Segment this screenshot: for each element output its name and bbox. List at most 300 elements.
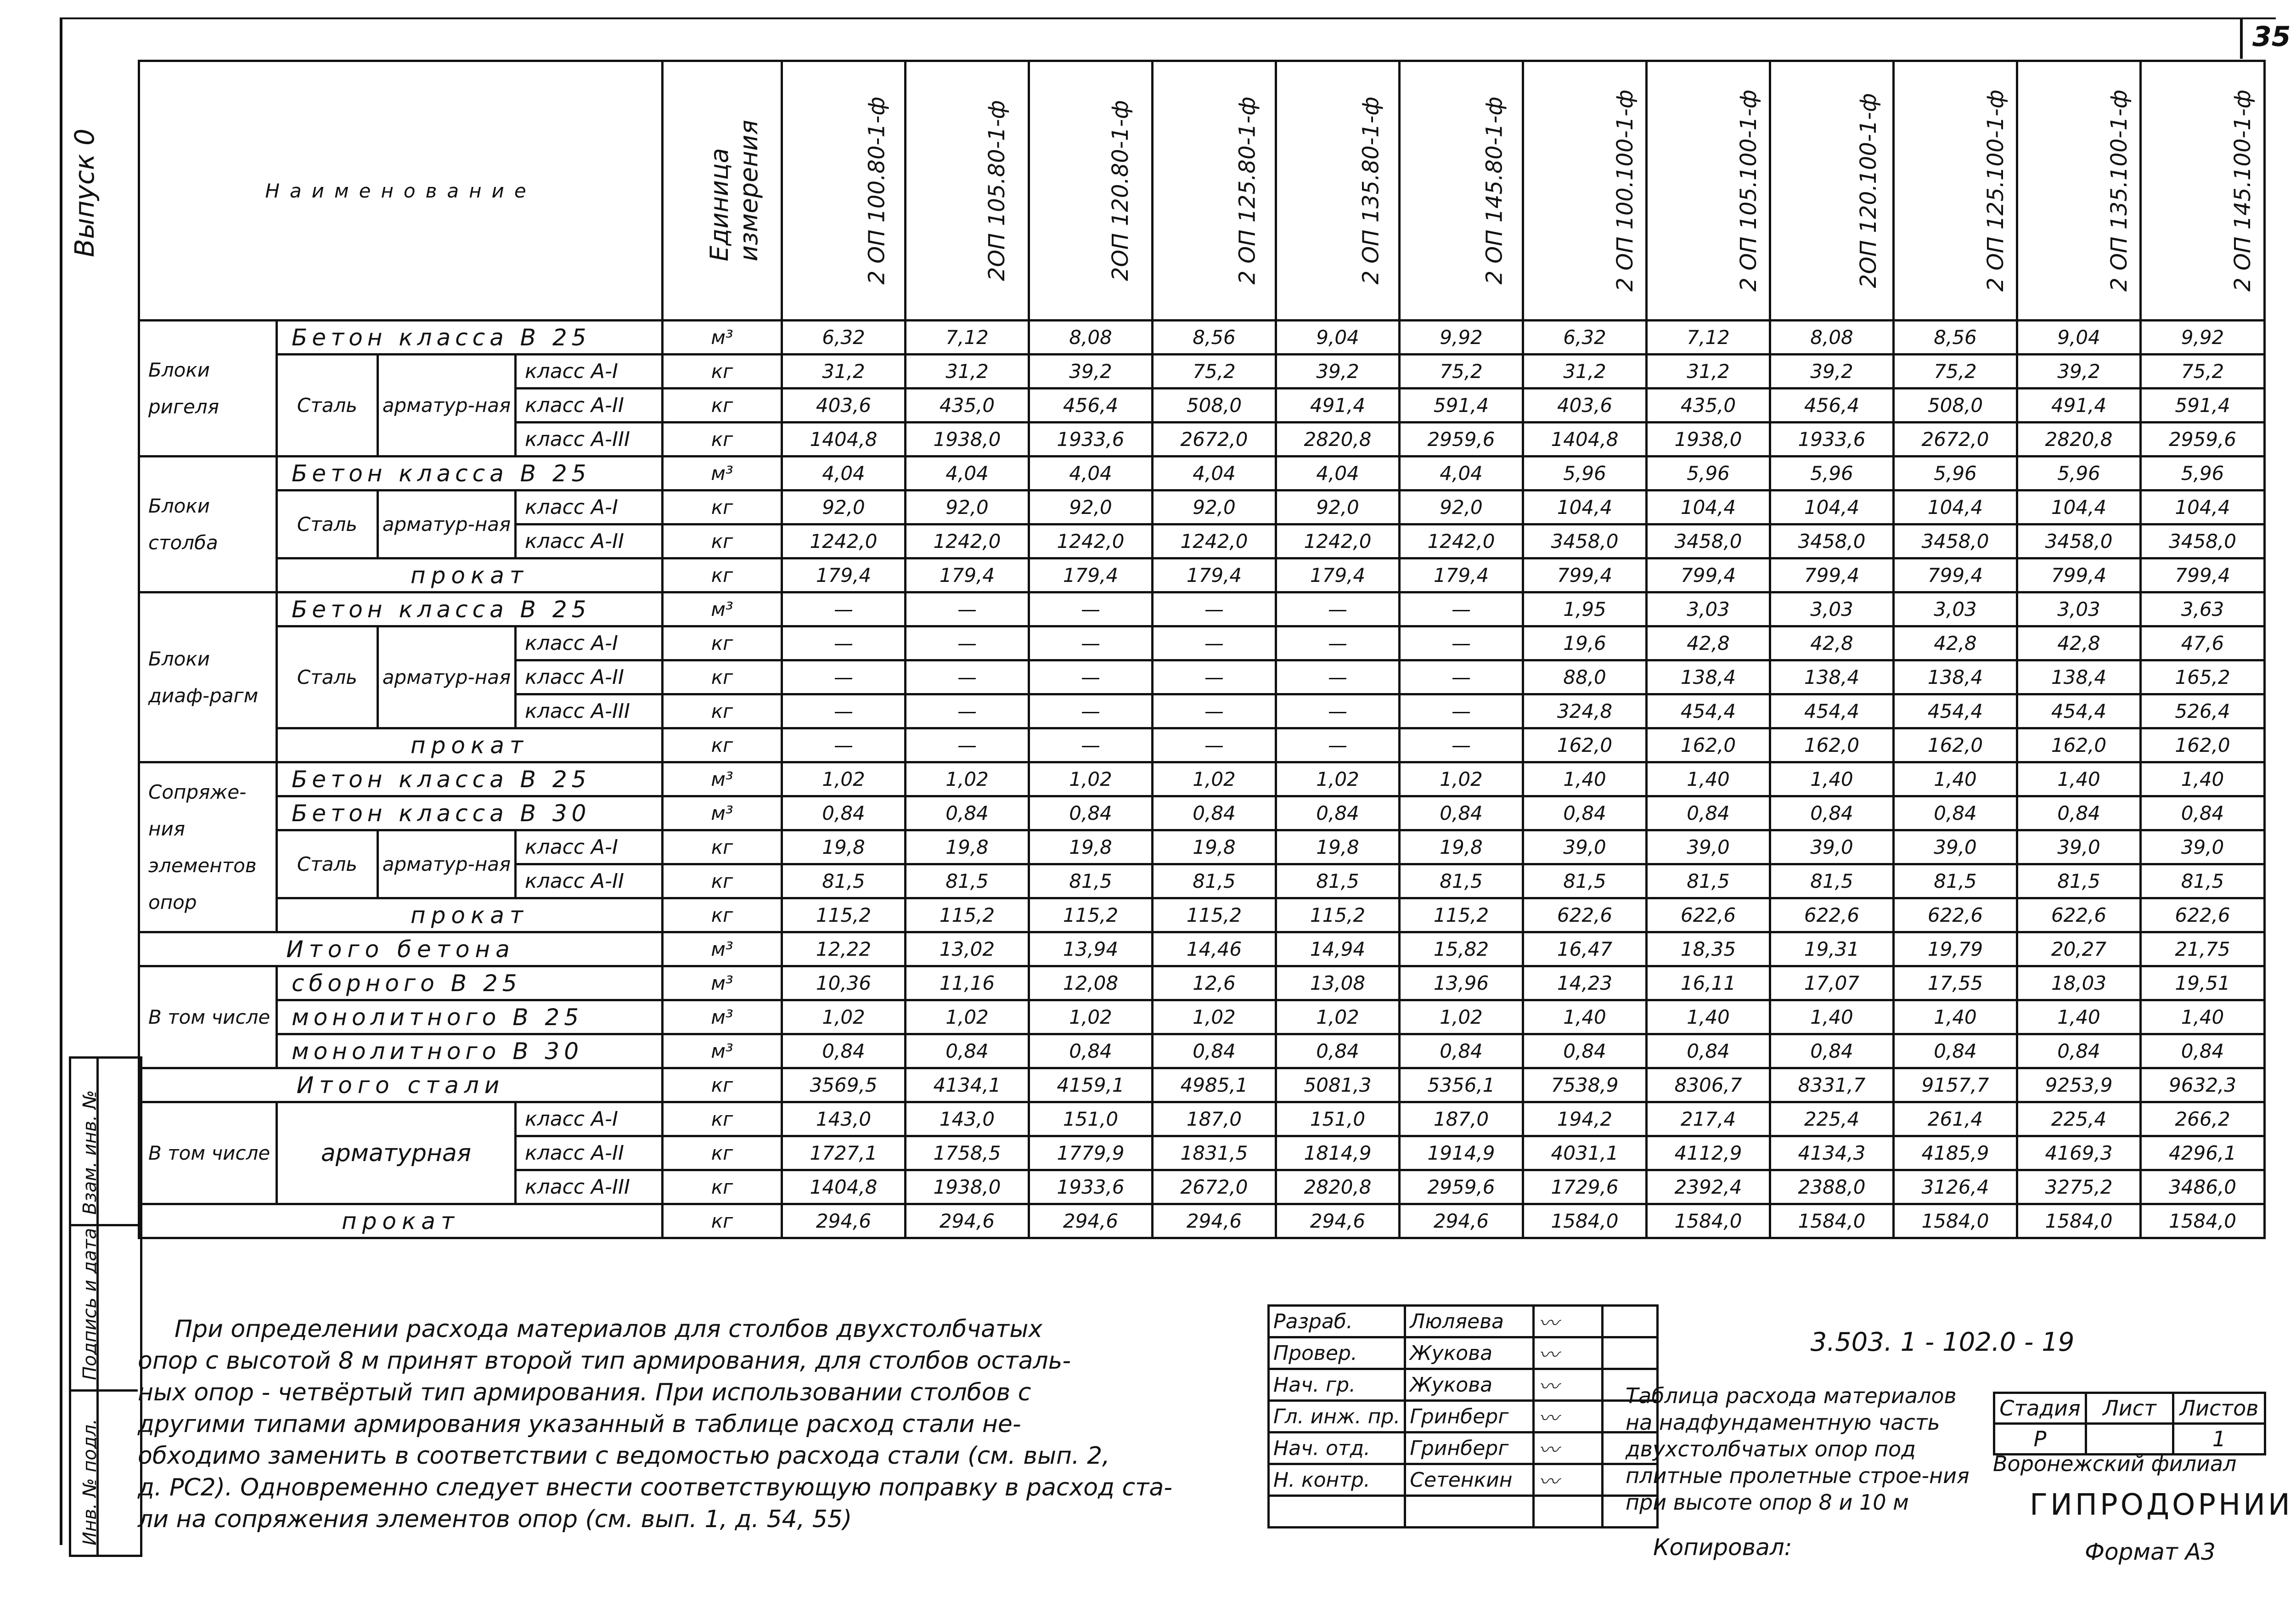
value-cell: 0,84	[1276, 796, 1400, 830]
value-cell: —	[1153, 626, 1276, 660]
unit-cell: кг	[663, 423, 782, 457]
value-cell: 294,6	[782, 1204, 906, 1238]
steel-label: Сталь	[277, 355, 378, 457]
sidebar-inv-label: Инв. № подл.	[79, 1419, 101, 1545]
value-cell: 0,84	[2141, 796, 2265, 830]
value-cell: 1,40	[1770, 1000, 1894, 1034]
value-cell: 0,84	[1400, 796, 1523, 830]
value-cell: 179,4	[1276, 558, 1400, 592]
value-cell: 0,84	[1029, 796, 1153, 830]
org-branch: Воронежский филиал	[1993, 1451, 2237, 1476]
value-cell: 31,2	[1647, 355, 1770, 389]
value-cell: 5,96	[2141, 457, 2265, 491]
value-cell: 9,92	[2141, 321, 2265, 355]
value-cell: 2959,6	[1400, 1170, 1523, 1204]
row-label: монолитного В 30	[277, 1034, 663, 1068]
value-cell: 7,12	[1647, 321, 1770, 355]
stamp-name: Жукова	[1405, 1369, 1534, 1401]
arm-label: арматур-ная	[378, 626, 516, 728]
unit-cell: кг	[663, 1204, 782, 1238]
value-cell: 508,0	[1894, 389, 2017, 423]
note-line: При определении расхода материалов для столбов двухстолбчатых	[174, 1315, 1043, 1343]
row-label: Итого бетона	[139, 932, 663, 966]
class-label: класс А-III	[516, 1170, 663, 1204]
unit-cell: кг	[663, 830, 782, 864]
value-cell: 39,2	[1770, 355, 1894, 389]
value-cell: 1,02	[1153, 1000, 1276, 1034]
value-cell: 0,84	[1647, 796, 1770, 830]
value-cell: 1,40	[2141, 762, 2265, 796]
value-cell: 3486,0	[2141, 1170, 2265, 1204]
value-cell: 1584,0	[2141, 1204, 2265, 1238]
value-cell: 3,03	[1647, 592, 1770, 626]
value-cell: 2392,4	[1647, 1170, 1770, 1204]
header-unit: Единица измерения	[663, 61, 782, 321]
value-cell: 165,2	[2141, 660, 2265, 694]
signature: 〰	[1534, 1306, 1603, 1337]
value-cell: 1727,1	[782, 1136, 906, 1170]
unit-cell: м³	[663, 1034, 782, 1068]
unit-cell: м³	[663, 1000, 782, 1034]
stamp-role: Разраб.	[1269, 1306, 1405, 1337]
value-cell: 1,02	[906, 1000, 1029, 1034]
page-number-divider	[2240, 17, 2243, 59]
value-cell: —	[1400, 694, 1523, 728]
value-cell: 104,4	[1647, 491, 1770, 525]
value-cell: 16,47	[1523, 932, 1647, 966]
header-col-2: 2ОП 105.80-1-ф	[906, 61, 1029, 321]
value-cell: 1,40	[1523, 1000, 1647, 1034]
value-cell: 2820,8	[2017, 423, 2141, 457]
value-cell: 526,4	[2141, 694, 2265, 728]
value-cell: 1,02	[782, 1000, 906, 1034]
value-cell: 81,5	[1029, 864, 1153, 898]
value-cell: 104,4	[1523, 491, 1647, 525]
value-cell: 225,4	[2017, 1102, 2141, 1136]
value-cell: 1584,0	[1894, 1204, 2017, 1238]
header-col-7: 2 ОП 100.100-1-ф	[1523, 61, 1647, 321]
value-cell: 799,4	[2017, 558, 2141, 592]
stage-value: Р	[1994, 1424, 2086, 1455]
value-cell: 1814,9	[1276, 1136, 1400, 1170]
value-cell: 42,8	[1894, 626, 2017, 660]
value-cell: 75,2	[2141, 355, 2265, 389]
value-cell: 217,4	[1647, 1102, 1770, 1136]
table-row	[139, 1102, 2265, 1136]
value-cell: 19,8	[1400, 830, 1523, 864]
value-cell: 1404,8	[782, 1170, 906, 1204]
value-cell: 622,6	[1523, 898, 1647, 932]
value-cell: 0,84	[1894, 1034, 2017, 1068]
value-cell: 1584,0	[2017, 1204, 2141, 1238]
value-cell: 4,04	[1400, 457, 1523, 491]
value-cell: 1,02	[1029, 1000, 1153, 1034]
value-cell: 324,8	[1523, 694, 1647, 728]
org-name: ГИПРОДОРНИИ	[2030, 1488, 2293, 1522]
group-diafr: Блоки диаф-рагм	[139, 592, 277, 762]
note-line: ных опор - четвёртый тип армирования. При использовании столбов с	[138, 1379, 1031, 1406]
value-cell: 19,8	[782, 830, 906, 864]
value-cell: —	[906, 694, 1029, 728]
note-line: д. РС2). Одновременно следует внести соответствующую поправку в расход ста-	[138, 1474, 1173, 1501]
value-cell: 3,03	[1894, 592, 2017, 626]
value-cell: 8,08	[1029, 321, 1153, 355]
class-label: класс А-I	[516, 491, 663, 525]
value-cell: 39,0	[1647, 830, 1770, 864]
value-cell: 491,4	[1276, 389, 1400, 423]
table-row	[139, 626, 2265, 660]
value-cell: 92,0	[1400, 491, 1523, 525]
header-col-12: 2 ОП 145.100-1-ф	[2141, 61, 2265, 321]
stamp-role: Нач. отд.	[1269, 1433, 1405, 1464]
value-cell: 3,63	[2141, 592, 2265, 626]
value-cell: 1,40	[1523, 762, 1647, 796]
value-cell: —	[782, 592, 906, 626]
value-cell: 39,2	[2017, 355, 2141, 389]
value-cell: 454,4	[1647, 694, 1770, 728]
value-cell: —	[906, 660, 1029, 694]
table-row	[139, 830, 2265, 864]
value-cell: 3569,5	[782, 1068, 906, 1102]
value-cell: 403,6	[782, 389, 906, 423]
value-cell: —	[1276, 728, 1400, 762]
value-cell: 104,4	[2017, 491, 2141, 525]
table-row	[139, 321, 2265, 355]
header-col-11: 2 ОП 135.100-1-ф	[2017, 61, 2141, 321]
value-cell: 0,84	[1770, 1034, 1894, 1068]
value-cell: 39,0	[2017, 830, 2141, 864]
value-cell: 15,82	[1400, 932, 1523, 966]
value-cell: 13,02	[906, 932, 1029, 966]
value-cell: 261,4	[1894, 1102, 2017, 1136]
value-cell: 3458,0	[1770, 525, 1894, 558]
materials-table	[138, 60, 2266, 1239]
unit-cell: кг	[663, 626, 782, 660]
value-cell: 456,4	[1029, 389, 1153, 423]
value-cell: 1,40	[1894, 762, 2017, 796]
value-cell: 75,2	[1894, 355, 2017, 389]
value-cell: 294,6	[1400, 1204, 1523, 1238]
value-cell: 42,8	[1647, 626, 1770, 660]
class-label: класс А-II	[516, 389, 663, 423]
row-label: монолитного В 25	[277, 1000, 663, 1034]
row-label: прокат	[277, 728, 663, 762]
value-cell: 39,0	[1523, 830, 1647, 864]
value-cell: 0,84	[1770, 796, 1894, 830]
unit-cell: м³	[663, 592, 782, 626]
value-cell: 9157,7	[1894, 1068, 2017, 1102]
value-cell: 3458,0	[2017, 525, 2141, 558]
value-cell: 6,32	[782, 321, 906, 355]
unit-cell: кг	[663, 728, 782, 762]
value-cell: 0,84	[1153, 796, 1276, 830]
value-cell: 0,84	[906, 796, 1029, 830]
value-cell: —	[1276, 660, 1400, 694]
value-cell: 622,6	[1647, 898, 1770, 932]
unit-cell: кг	[663, 694, 782, 728]
value-cell: 88,0	[1523, 660, 1647, 694]
value-cell: 19,6	[1523, 626, 1647, 660]
value-cell: 13,08	[1276, 966, 1400, 1000]
value-cell: 179,4	[906, 558, 1029, 592]
value-cell: 14,46	[1153, 932, 1276, 966]
class-label: класс А-II	[516, 864, 663, 898]
header-col-6: 2 ОП 145.80-1-ф	[1400, 61, 1523, 321]
value-cell: 1938,0	[906, 423, 1029, 457]
value-cell: 162,0	[1894, 728, 2017, 762]
value-cell: 4169,3	[2017, 1136, 2141, 1170]
row-label: прокат	[139, 1204, 663, 1238]
group-incl-steel: В том числе	[139, 1102, 277, 1204]
header-name: Наименование	[139, 61, 663, 321]
value-cell: 81,5	[906, 864, 1029, 898]
value-cell: 39,2	[1276, 355, 1400, 389]
unit-cell: кг	[663, 491, 782, 525]
approval-sidebar	[69, 1056, 142, 1557]
value-cell: 4134,3	[1770, 1136, 1894, 1170]
row-label: Бетон класса В 30	[277, 796, 663, 830]
value-cell: 1404,8	[782, 423, 906, 457]
value-cell: 0,84	[1894, 796, 2017, 830]
value-cell: 0,84	[906, 1034, 1029, 1068]
class-label: класс А-II	[516, 1136, 663, 1170]
value-cell: 5081,3	[1276, 1068, 1400, 1102]
sidebar-replace-label: Взам. инв. №	[79, 1090, 101, 1215]
value-cell: 1,40	[2017, 1000, 2141, 1034]
note-text	[138, 1314, 1263, 1535]
value-cell: 104,4	[1770, 491, 1894, 525]
group-conn: Сопряже-ния элементов опор	[139, 762, 277, 932]
table-row	[139, 1034, 2265, 1068]
value-cell: 4,04	[782, 457, 906, 491]
value-cell: 294,6	[906, 1204, 1029, 1238]
value-cell: 1,40	[1894, 1000, 2017, 1034]
value-cell: 138,4	[2017, 660, 2141, 694]
value-cell: 179,4	[782, 558, 906, 592]
value-cell: 3458,0	[2141, 525, 2265, 558]
value-cell: 2672,0	[1894, 423, 2017, 457]
value-cell: 81,5	[782, 864, 906, 898]
value-cell: 19,8	[1029, 830, 1153, 864]
stamp-name: Гринберг	[1405, 1433, 1534, 1464]
value-cell: 8,08	[1770, 321, 1894, 355]
value-cell: 18,03	[2017, 966, 2141, 1000]
value-cell: 0,84	[1523, 1034, 1647, 1068]
note-line: опор с высотой 8 м принят второй тип армирования, для столбов осталь-	[138, 1347, 1071, 1375]
value-cell: 39,0	[1894, 830, 2017, 864]
value-cell: 1,02	[1029, 762, 1153, 796]
value-cell: 12,08	[1029, 966, 1153, 1000]
table-row	[139, 1000, 2265, 1034]
table-row	[139, 966, 2265, 1000]
value-cell: 1584,0	[1770, 1204, 1894, 1238]
value-cell: 1584,0	[1647, 1204, 1770, 1238]
table-row	[139, 558, 2265, 592]
value-cell: 17,55	[1894, 966, 2017, 1000]
value-cell: —	[782, 626, 906, 660]
value-cell: —	[1276, 626, 1400, 660]
value-cell: 225,4	[1770, 1102, 1894, 1136]
unit-cell: кг	[663, 1136, 782, 1170]
value-cell: 143,0	[782, 1102, 906, 1136]
value-cell: 2672,0	[1153, 1170, 1276, 1204]
signature: 〰	[1534, 1369, 1603, 1401]
value-cell: 10,36	[782, 966, 906, 1000]
value-cell: 622,6	[2141, 898, 2265, 932]
value-cell: —	[1400, 660, 1523, 694]
signature: 〰	[1534, 1337, 1603, 1369]
value-cell: 403,6	[1523, 389, 1647, 423]
note-line: другими типами армирования указанный в таблице расход стали не-	[138, 1410, 1021, 1438]
value-cell: 294,6	[1276, 1204, 1400, 1238]
value-cell: 4031,1	[1523, 1136, 1647, 1170]
value-cell: 4,04	[1029, 457, 1153, 491]
value-cell: —	[1029, 728, 1153, 762]
value-cell: 591,4	[2141, 389, 2265, 423]
value-cell: 1,02	[1153, 762, 1276, 796]
unit-cell: м³	[663, 966, 782, 1000]
signature: 〰	[1534, 1433, 1603, 1464]
value-cell: 81,5	[1523, 864, 1647, 898]
value-cell: 162,0	[1647, 728, 1770, 762]
value-cell: 115,2	[1153, 898, 1276, 932]
value-cell: 4,04	[1153, 457, 1276, 491]
value-cell: 4159,1	[1029, 1068, 1153, 1102]
value-cell: 81,5	[1770, 864, 1894, 898]
value-cell: 0,84	[782, 796, 906, 830]
header-col-3: 2ОП 120.80-1-ф	[1029, 61, 1153, 321]
value-cell: 1831,5	[1153, 1136, 1276, 1170]
value-cell: 1,95	[1523, 592, 1647, 626]
value-cell: 5,96	[1523, 457, 1647, 491]
value-cell: 591,4	[1400, 389, 1523, 423]
value-cell: 162,0	[2017, 728, 2141, 762]
class-label: класс А-II	[516, 525, 663, 558]
value-cell: 3458,0	[1647, 525, 1770, 558]
table-row	[139, 898, 2265, 932]
value-cell: 622,6	[1770, 898, 1894, 932]
value-cell: 179,4	[1029, 558, 1153, 592]
value-cell: 9632,3	[2141, 1068, 2265, 1102]
unit-cell: кг	[663, 660, 782, 694]
value-cell: 9,04	[2017, 321, 2141, 355]
value-cell: 6,32	[1523, 321, 1647, 355]
value-cell: 5,96	[1770, 457, 1894, 491]
value-cell: 1,40	[1647, 762, 1770, 796]
header-col-4: 2 ОП 125.80-1-ф	[1153, 61, 1276, 321]
stamp-role: Гл. инж. пр.	[1269, 1401, 1405, 1433]
value-cell: 1242,0	[782, 525, 906, 558]
sheets-header: Листов	[2173, 1393, 2265, 1424]
value-cell: 1938,0	[906, 1170, 1029, 1204]
value-cell: 622,6	[2017, 898, 2141, 932]
table-row	[139, 457, 2265, 491]
value-cell: 1,02	[906, 762, 1029, 796]
value-cell: 1242,0	[906, 525, 1029, 558]
value-cell: —	[1029, 660, 1153, 694]
header-col-9: 2ОП 120.100-1-ф	[1770, 61, 1894, 321]
value-cell: 1,02	[782, 762, 906, 796]
value-cell: 8,56	[1894, 321, 2017, 355]
unit-cell: кг	[663, 389, 782, 423]
arm-label: арматур-ная	[378, 355, 516, 457]
value-cell: 14,23	[1523, 966, 1647, 1000]
value-cell: 2820,8	[1276, 1170, 1400, 1204]
value-cell: 42,8	[2017, 626, 2141, 660]
value-cell: 799,4	[1894, 558, 2017, 592]
stamp-name: Жукова	[1405, 1337, 1534, 1369]
stamp-name: Гринберг	[1405, 1401, 1534, 1433]
value-cell: 3126,4	[1894, 1170, 2017, 1204]
signature: 〰	[1534, 1401, 1603, 1433]
stamp-role: Н. контр.	[1269, 1464, 1405, 1496]
document-title: Таблица расхода материалов на надфундаментную часть двухстолбчатых опор под плитные пролетные строе-ния при высоте опор 8 и 10 м	[1626, 1383, 1970, 1515]
value-cell: 11,16	[906, 966, 1029, 1000]
value-cell: 187,0	[1400, 1102, 1523, 1136]
value-cell: —	[1153, 694, 1276, 728]
value-cell: —	[1153, 592, 1276, 626]
value-cell: 799,4	[1647, 558, 1770, 592]
table-row	[139, 491, 2265, 525]
value-cell: 81,5	[1647, 864, 1770, 898]
value-cell: 3458,0	[1523, 525, 1647, 558]
value-cell: 1933,6	[1029, 423, 1153, 457]
value-cell: 81,5	[1894, 864, 2017, 898]
value-cell: 2959,6	[1400, 423, 1523, 457]
value-cell: 151,0	[1276, 1102, 1400, 1136]
unit-cell: кг	[663, 864, 782, 898]
signature-stamp	[1267, 1304, 1659, 1528]
group-rigel: Блоки ригеля	[139, 321, 277, 457]
value-cell: —	[906, 626, 1029, 660]
value-cell: —	[1276, 694, 1400, 728]
row-label: Бетон класса В 25	[277, 457, 663, 491]
class-label: класс А-I	[516, 355, 663, 389]
stamp-name: Сетенкин	[1405, 1464, 1534, 1496]
unit-cell: кг	[663, 898, 782, 932]
value-cell: 1933,6	[1029, 1170, 1153, 1204]
value-cell: 1938,0	[1647, 423, 1770, 457]
value-cell: 31,2	[906, 355, 1029, 389]
value-cell: 12,22	[782, 932, 906, 966]
sheets-value: 1	[2173, 1424, 2265, 1455]
value-cell: 138,4	[1647, 660, 1770, 694]
value-cell: 179,4	[1153, 558, 1276, 592]
value-cell: 75,2	[1400, 355, 1523, 389]
class-label: класс А-I	[516, 830, 663, 864]
value-cell: 1584,0	[1523, 1204, 1647, 1238]
value-cell: 2388,0	[1770, 1170, 1894, 1204]
row-label: Бетон класса В 25	[277, 592, 663, 626]
value-cell: 4112,9	[1647, 1136, 1770, 1170]
row-label: прокат	[277, 898, 663, 932]
value-cell: 1,02	[1276, 762, 1400, 796]
arm-label: арматур-ная	[378, 491, 516, 558]
unit-cell: кг	[663, 525, 782, 558]
table-row	[139, 1204, 2265, 1238]
sheet-header: Лист	[2086, 1393, 2173, 1424]
row-label: сборного В 25	[277, 966, 663, 1000]
value-cell: 3275,2	[2017, 1170, 2141, 1204]
value-cell: 4,04	[906, 457, 1029, 491]
value-cell: 19,8	[906, 830, 1029, 864]
format-label: Формат А3	[2085, 1539, 2216, 1565]
value-cell: 4296,1	[2141, 1136, 2265, 1170]
value-cell: —	[1029, 626, 1153, 660]
value-cell: 4,04	[1276, 457, 1400, 491]
value-cell: 138,4	[1894, 660, 2017, 694]
steel-label: Сталь	[277, 491, 378, 558]
